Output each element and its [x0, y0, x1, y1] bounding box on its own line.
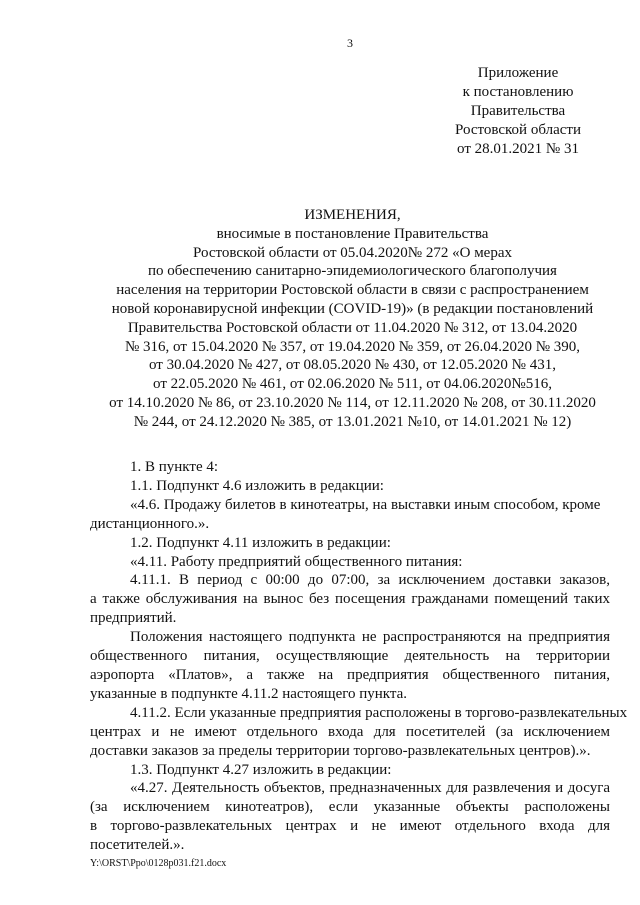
title-line: населения на территории Ростовской области в связи с распространением — [116, 282, 589, 299]
title-line: вносимые в постановление Правительства — [216, 225, 489, 242]
paragraph: 1.1. Подпункт 4.6 изложить в редакции: — [130, 477, 384, 494]
document-body — [90, 458, 628, 855]
paragraph: 1. В пункте 4: — [130, 459, 219, 475]
paragraph: 1.3. Подпункт 4.27 изложить в редакции: — [130, 761, 392, 778]
title-line: № 316, от 15.04.2020 № 357, от 19.04.2020 № 359, от 26.04.2020 № 390, — [124, 338, 581, 355]
title-line: новой коронавирусной инфекции (COVID-19)» (в редакции постановлений — [111, 300, 594, 317]
title-line: от 30.04.2020 № 427, от 08.05.2020 № 430, от 12.05.2020 № 431, — [148, 357, 556, 374]
appendix-line: Ростовской области — [455, 122, 581, 138]
title-line: № 244, от 24.12.2020 № 385, от 13.01.2021 №10, от 14.01.2021 № 12) — [133, 413, 572, 430]
paragraph-line: «4.27. Деятельность объектов, предназначенных для развлечения и досуга — [130, 780, 610, 797]
title-line: по обеспечению санитарно-эпидемиологического благополучия — [148, 263, 557, 280]
paragraph-line: (за исключением кинотеатров), если указанные объекты расположены — [90, 799, 610, 816]
file-path-footer: Y:\ORST\Ppo\0128p031.f21.docx — [90, 858, 227, 869]
paragraph-line: центрах и не имеют отдельного входа для посетителей (за исключением — [90, 723, 610, 740]
paragraph-line: Положения настоящего подпункта не распространяются на предприятия — [130, 629, 610, 646]
title-line: Ростовской области от 05.04.2020№ 272 «О мерах — [192, 244, 512, 261]
paragraph-line: дистанционного.». — [90, 515, 210, 532]
appendix-line: от 28.01.2021 № 31 — [457, 141, 579, 157]
title-line: от 14.10.2020 № 86, от 23.10.2020 № 114, от 12.11.2020 № 208, от 30.11.2020 — [109, 394, 596, 411]
paragraph-line: доставки заказов за пределы территории торгово-развлекательных центров).». — [90, 742, 591, 759]
appendix-block — [430, 64, 606, 159]
appendix-line: к постановлению — [462, 84, 574, 100]
document-title — [90, 206, 615, 432]
paragraph-line: общественного питания, осуществляющие деятельность на территории — [90, 648, 610, 665]
paragraph-line: аэропорта «Платов», а также на предприятия общественного питания, — [90, 666, 610, 683]
paragraph-line: предприятий. — [90, 610, 177, 627]
paragraph: 1.2. Подпункт 4.11 изложить в редакции: — [130, 534, 391, 551]
paragraph: «4.11. Работу предприятий общественного питания: — [130, 553, 463, 570]
title-line: Правительства Ростовской области от 11.04.2020 № 312, от 13.04.2020 — [127, 319, 578, 336]
page-number: 3 — [347, 36, 353, 50]
paragraph-line: посетителей.». — [90, 837, 185, 854]
paragraph-line: «4.6. Продажу билетов в кинотеатры, на выставки иным способом, кроме — [130, 496, 601, 513]
paragraph-line: в торгово-развлекательных центрах и не имеют отдельного входа для — [90, 818, 610, 835]
paragraph-line: 4.11.2. Если указанные предприятия расположены в торгово-развлекательных — [130, 704, 628, 721]
paragraph-line: 4.11.1. В период с 00:00 до 07:00, за исключением доставки заказов, — [130, 572, 610, 589]
title-heading: ИЗМЕНЕНИЯ, — [304, 207, 401, 223]
appendix-line: Правительства — [470, 103, 566, 119]
appendix-line: Приложение — [477, 65, 559, 81]
title-line: от 22.05.2020 № 461, от 02.06.2020 № 511, от 04.06.2020№516, — [153, 376, 552, 393]
paragraph-line: указанные в подпункте 4.11.2 настоящего пункта. — [90, 685, 408, 702]
paragraph-line: а также обслуживания на вынос без посещения гражданами помещений таких — [90, 591, 610, 608]
